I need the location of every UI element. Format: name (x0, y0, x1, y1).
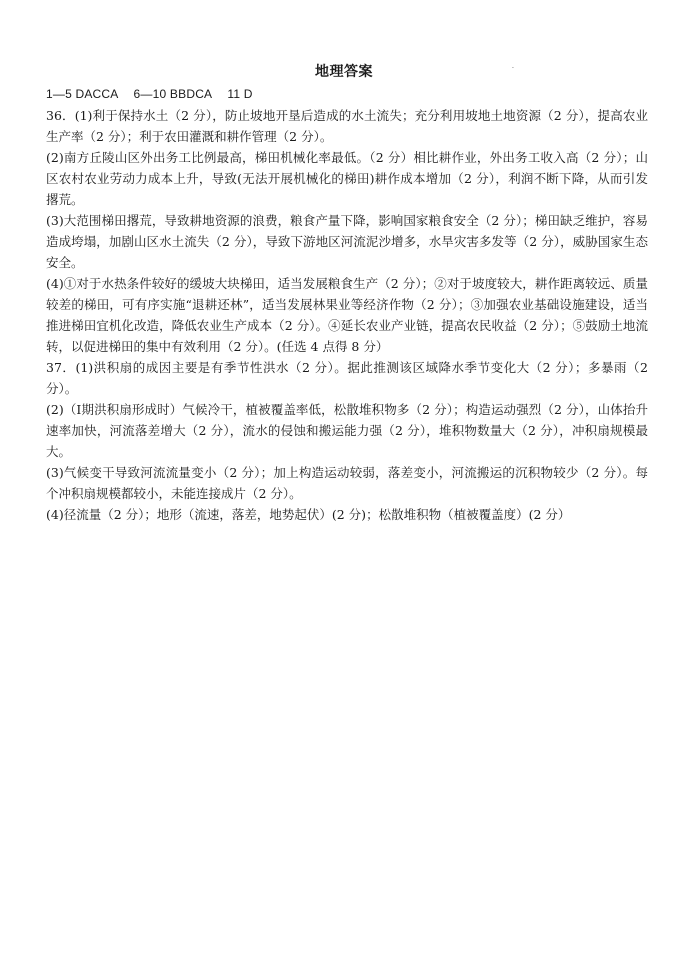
answer-36-part-3: (3)大范围梯田撂荒，导致耕地资源的浪费，粮食产量下降，影响国家粮食安全（2 分）；梯田缺乏维护，容易造成垮塌，加剧山区水土流失（2 分），导致下游地区河流泥沙增多，水旱灾害多发等（2 分），威胁国家生态安全。 (46, 213, 648, 270)
document-title: 地理答案 (315, 64, 373, 80)
answer-36-part-2: (2)南方丘陵山区外出务工比例最高，梯田机械化率最低。（2 分）相比耕作业，外出务工收入高（2 分）；山区农村农业劳动力成本上升，导致(无法开展机械化的梯田)耕作成本增加（2 分），利润不断下降，从而引发撂荒。 (46, 150, 648, 207)
answer-36-part-1: 36．(1)利于保持水土（2 分），防止坡地开垦后造成的水土流失；充分利用坡地土地资源（2 分），提高农业生产率（2 分）；利于农田灌溉和耕作管理（2 分）。 (46, 108, 648, 144)
answer-37-part-3: (3)气候变干导致河流流量变小（2 分）；加上构造运动较弱，落差变小，河流搬运的沉积物较少（2 分）。每个冲积扇规模都较小，未能连接成片（2 分）。 (46, 465, 648, 501)
decorative-dot: . (512, 63, 514, 70)
answer-content (46, 84, 648, 525)
answer-36-part-4: (4)①对于水热条件较好的缓坡大块梯田，适当发展粮食生产（2 分）；②对于坡度较大，耕作距离较远、质量较差的梯田，可有序实施“退耕还林”，适当发展林果业等经济作物（2 分）；③加强农业基础设施建设，适当推进梯田宜机化改造，降低农业生产成本（2 分）。④延长农业产业链，提高农民收益（2 分）；⑤鼓励土地流转，以促进梯田的集中有效利用（2 分）。(任选 4 点得 8 分） (46, 276, 648, 354)
answer-37-part-2: (2)（Ⅰ期洪积扇形成时）气候冷干，植被覆盖率低，松散堆积物多（2 分）；构造运动强烈（2 分），山体抬升速率加快，河流落差增大（2 分），流水的侵蚀和搬运能力强（2 分），堆积物数量大（2 分），冲积扇规模最大。 (46, 402, 648, 459)
answer-37-part-4: (4)径流量（2 分）；地形（流速，落差，地势起伏）(2 分)；松散堆积物（植被覆盖度）(2 分） (46, 507, 571, 522)
answer-37-part-1: 37．(1)洪积扇的成因主要是有季节性洪水（2 分）。据此推测该区域降水季节变化大（2 分）；多暴雨（2 分）。 (46, 360, 648, 396)
multiple-choice-answers: 1—5 DACCA 6—10 BBDCA 11 D (46, 87, 253, 101)
